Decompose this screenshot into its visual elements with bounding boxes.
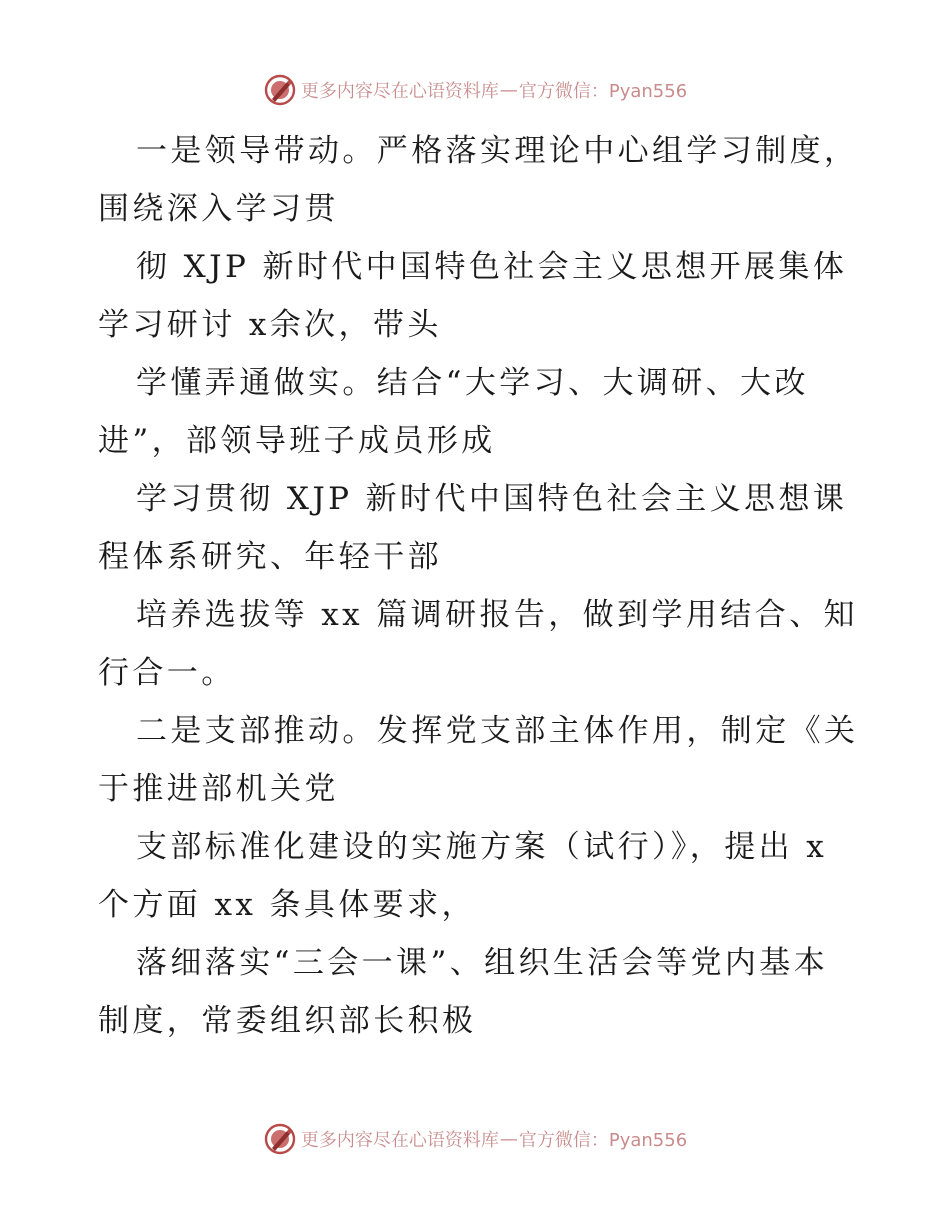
- watermark-library-text: 更多内容尽在心语资料库: [300, 81, 499, 102]
- watermark-dash: —: [499, 1128, 518, 1150]
- paragraph-line: 程体系研究、年轻干部: [98, 539, 442, 575]
- paragraph-line: 培养选拔等 xx 篇调研报告，做到学用结合、知: [136, 597, 858, 633]
- document-body: [98, 122, 858, 1050]
- paragraph-line: 彻 XJP 新时代中国特色社会主义思想开展集体: [136, 249, 848, 285]
- watermark-dash: —: [499, 79, 518, 101]
- seal-pen-logo-icon: [263, 73, 297, 107]
- paragraph-line: 支部标准化建设的实施方案（试行）》，提出 x: [136, 829, 828, 865]
- paragraph-line: 学习贯彻 XJP 新时代中国特色社会主义思想课: [136, 481, 848, 517]
- paragraph-line: 进”，部领导班子成员形成: [98, 423, 496, 459]
- paragraph-line: 一是领导带动。严格落实理论中心组学习制度，: [136, 133, 859, 169]
- watermark-account-text: 官方微信：Pyan556: [518, 1130, 688, 1151]
- paragraph-line: 制度，常委组织部长积极: [98, 1003, 477, 1039]
- header-watermark: [0, 70, 950, 110]
- seal-pen-logo-icon: [263, 1122, 297, 1156]
- watermark-account-text: 官方微信：Pyan556: [518, 81, 688, 102]
- paragraph-line: 于推进部机关党: [98, 771, 339, 807]
- paragraph-line: 学懂弄通做实。结合“大学习、大调研、大改: [136, 365, 809, 401]
- paragraph-line: 个方面 xx 条具体要求，: [98, 887, 476, 923]
- paragraph-line: 行合一。: [98, 655, 236, 691]
- paragraph-line: 落细落实“三会一课”、组织生活会等党内基本: [136, 945, 829, 981]
- paragraph-line: 学习研讨 x余次，带头: [98, 307, 442, 343]
- paragraph-line: 二是支部推动。发挥党支部主体作用，制定《关: [136, 713, 859, 749]
- paragraph-line: 围绕深入学习贯: [98, 191, 339, 227]
- footer-watermark: [0, 1119, 950, 1159]
- watermark-library-text: 更多内容尽在心语资料库: [300, 1130, 499, 1151]
